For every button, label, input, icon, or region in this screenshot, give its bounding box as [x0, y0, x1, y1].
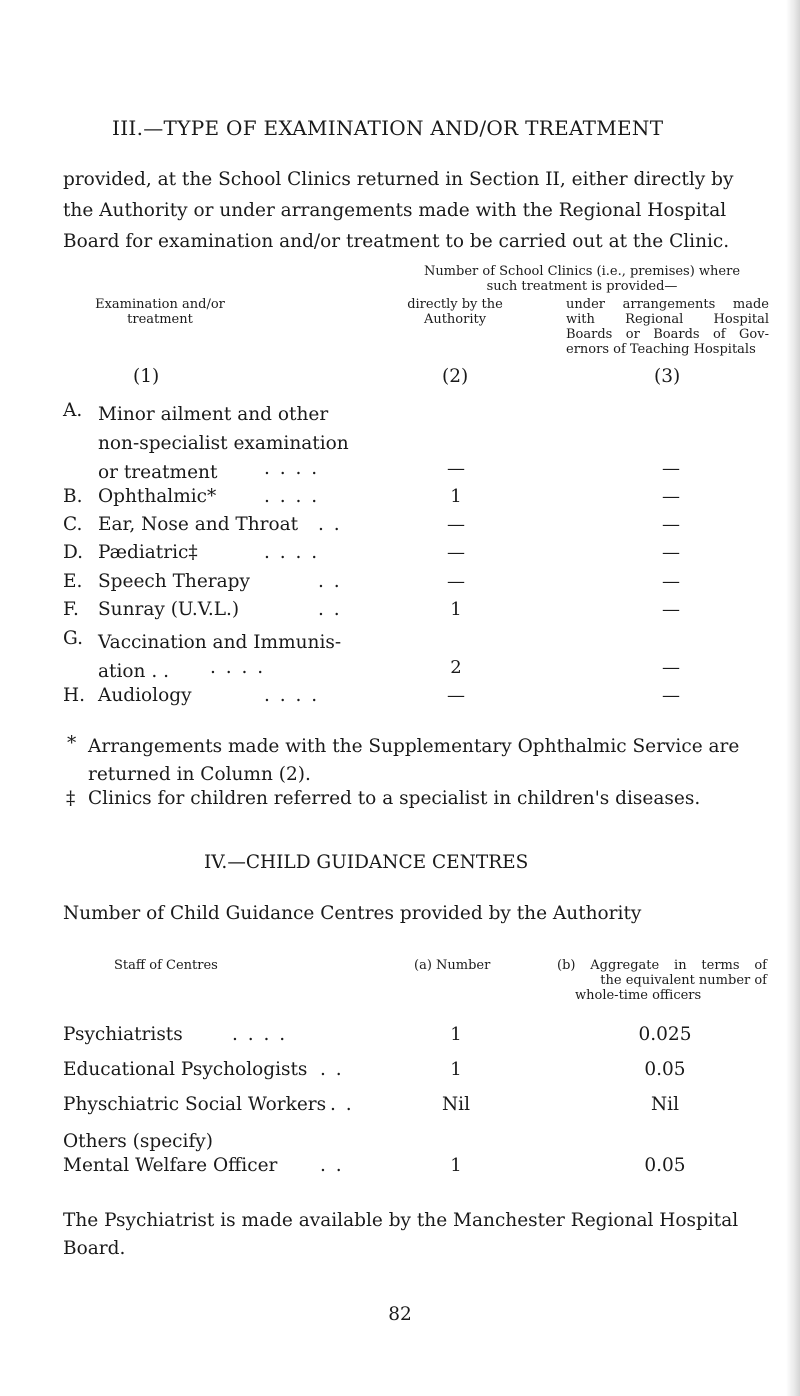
row-c-dots: . . [318, 514, 342, 535]
row-h-col3: — [662, 685, 680, 706]
row-f-dots: . . [318, 599, 342, 620]
row-b-col2: 1 [450, 486, 462, 507]
row-d-dots: . . . . [264, 542, 320, 563]
section-4-heading: IV.—CHILD GUIDANCE CENTRES [204, 852, 529, 873]
staff-row-social-workers-label: Physchiatric Social Workers [63, 1094, 327, 1115]
row-g-col3: — [662, 657, 680, 678]
row-d-col2: — [447, 542, 465, 563]
footnote-2: Clinics for children referred to a specialist in children's diseases. [88, 788, 701, 809]
col2-header: directly by the Authority [407, 297, 503, 327]
staff-row-psychiatrists-aggregate: 0.025 [638, 1024, 692, 1045]
row-a-col2: — [447, 458, 465, 479]
col3-number: (3) [654, 366, 681, 387]
row-e-col3: — [662, 571, 680, 592]
page-number: 82 [388, 1304, 412, 1325]
row-e-dots: . . [318, 571, 342, 592]
row-a-letter: A. [63, 400, 83, 421]
staff-row-mwo-label: Mental Welfare Officer [63, 1155, 278, 1176]
row-f-letter: F. [63, 599, 79, 620]
row-a-col3: — [662, 458, 680, 479]
section-3-heading: III.—TYPE OF EXAMINATION AND/OR TREATMENT [112, 116, 664, 140]
row-h-letter: H. [63, 685, 86, 706]
row-b-label: Ophthalmic* [98, 486, 217, 507]
row-g-label: Vaccination and Immunis- ation . . [98, 632, 342, 682]
col1-header: Examination and/or treatment [95, 297, 225, 327]
row-c-letter: C. [63, 514, 83, 535]
col-staff-header: Staff of Centres [114, 958, 218, 973]
row-c-col2: — [447, 514, 465, 535]
row-d-letter: D. [63, 542, 84, 563]
staff-row-social-workers-aggregate: Nil [650, 1094, 680, 1115]
row-a-label: Minor ailment and other non-specialist examination or treatment [98, 404, 349, 483]
row-g-col2: 2 [450, 657, 462, 678]
row-b-letter: B. [63, 486, 83, 507]
row-b-dots: . . . . [264, 486, 320, 507]
section-3-intro: provided, at the School Clinics returned in Section II, either directly by the Authority or under arrangements made with the Regional Hospital Board for examination and/or treatment to be carried out at the Clinic. [63, 169, 734, 252]
staff-row-mwo-aggregate: 0.05 [644, 1155, 686, 1176]
row-h-label: Audiology [98, 685, 192, 706]
staff-row-social-workers-dots: . . [330, 1094, 354, 1115]
row-d-label: Pædiatric‡ [98, 542, 198, 563]
row-f-col2: 1 [450, 599, 462, 620]
staff-row-psychiatrists-label: Psychiatrists [63, 1024, 183, 1045]
staff-row-mwo-dots: . . [320, 1155, 344, 1176]
row-e-label: Speech Therapy [98, 571, 250, 592]
col-a-header: (a) Number [414, 958, 491, 973]
row-e-col2: — [447, 571, 465, 592]
row-h-dots: . . . . [264, 685, 320, 706]
row-e-letter: E. [63, 571, 83, 592]
row-g-dots: . . . . [210, 657, 266, 678]
page-edge-shadow [786, 0, 800, 1396]
others-specify-label: Others (specify) [63, 1131, 213, 1152]
section-4-subheading: Number of Child Guidance Centres provided by the Authority [63, 903, 642, 924]
footnote-1: Arrangements made with the Supplementary Ophthalmic Service are returned in Column (2). [88, 736, 740, 785]
row-g-letter: G. [63, 628, 83, 649]
staff-row-social-workers-number: Nil [441, 1094, 471, 1115]
row-c-label: Ear, Nose and Throat [98, 514, 299, 535]
staff-row-psychiatrists-number: 1 [450, 1024, 462, 1045]
staff-row-edpsych-number: 1 [450, 1059, 462, 1080]
section-4-note: The Psychiatrist is made available by the Manchester Regional Hospital Board. [63, 1210, 739, 1259]
row-f-col3: — [662, 599, 680, 620]
row-a-dots: . . . . [264, 458, 320, 479]
col2-number: (2) [442, 366, 469, 387]
group-header: Number of School Clinics (i.e., premises) where such treatment is provided— [423, 264, 741, 294]
footnote-2-mark: ‡ [66, 788, 76, 809]
row-c-col3: — [662, 514, 680, 535]
col3-header: under arrangements made with Regional Hospital Boards or Boards of Gov- ernors of Teaching Hospitals [566, 297, 769, 357]
staff-row-mwo-number: 1 [450, 1155, 462, 1176]
row-h-col2: — [447, 685, 465, 706]
footnote-1-mark: * [67, 733, 77, 754]
row-d-col3: — [662, 542, 680, 563]
row-f-label: Sunray (U.V.L.) [98, 599, 240, 620]
staff-row-edpsych-aggregate: 0.05 [644, 1059, 686, 1080]
row-b-col3: — [662, 486, 680, 507]
staff-row-edpsych-dots: . . [320, 1059, 344, 1080]
staff-row-edpsych-label: Educational Psychologists [63, 1059, 308, 1080]
staff-row-psychiatrists-dots: . . . . [232, 1024, 288, 1045]
col1-number: (1) [133, 366, 160, 387]
col-b-header: (b) Aggregate in terms of the equivalent number of whole-time officers [557, 958, 767, 1003]
